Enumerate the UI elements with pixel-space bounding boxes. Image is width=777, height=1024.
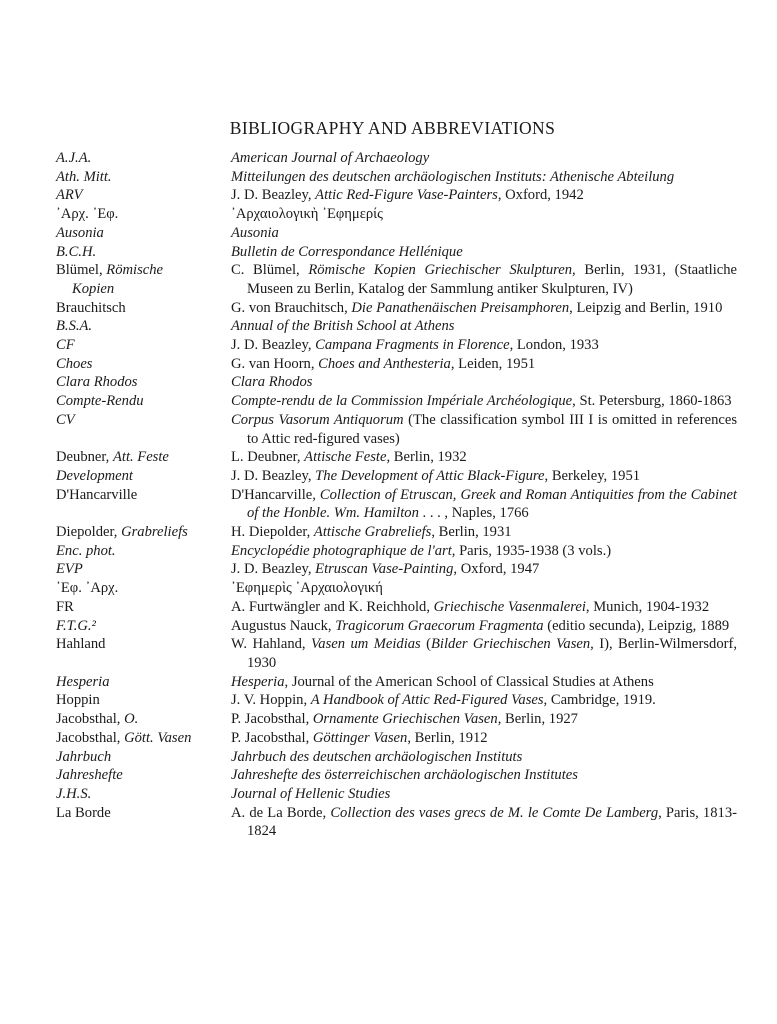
text-segment: Jahreshefte des österreichischen archäologischen Institutes <box>231 767 578 784</box>
reference <box>231 804 737 841</box>
text-segment: , Leipzig and Berlin, 1910 <box>569 299 723 316</box>
bibliography-entry <box>56 523 737 542</box>
reference <box>231 224 737 243</box>
abbreviation <box>56 317 231 336</box>
text-segment: Gött. Vasen <box>124 729 192 746</box>
text-segment: La Borde <box>56 804 111 821</box>
text-segment: , Berlin, 1932 <box>386 449 467 466</box>
reference <box>231 411 737 448</box>
text-segment: Jacobsthal, <box>56 711 125 728</box>
abbreviation <box>56 486 231 523</box>
abbreviation <box>56 579 231 598</box>
text-segment: O. <box>124 711 139 728</box>
abbreviation-continuation <box>56 280 231 299</box>
text-segment: Journal of Hellenic Studies <box>231 785 391 802</box>
text-segment: Deubner, <box>56 449 113 466</box>
text-segment: Choes <box>56 355 93 372</box>
abbreviation <box>56 186 231 205</box>
text-segment: Attische Grabreliefs <box>313 524 432 541</box>
text-segment: Jahreshefte <box>56 767 123 784</box>
text-segment: G. van Hoorn, <box>231 355 319 372</box>
text-segment: I), Berlin-Wilmersdorf, 1930 <box>247 636 737 671</box>
text-segment: Clara Rhodos <box>56 374 138 391</box>
reference <box>231 766 737 785</box>
abbreviation <box>56 598 231 617</box>
text-segment: D'Hancarville, <box>231 486 320 503</box>
bibliography-entry <box>56 317 737 336</box>
text-segment: J. V. Hoppin, <box>231 692 311 709</box>
abbreviation <box>56 467 231 486</box>
text-segment: Ausonia <box>231 224 279 241</box>
text-segment: Die Panathenäischen Preisamphoren <box>351 299 570 316</box>
bibliography-entry <box>56 299 737 318</box>
text-segment: ARV <box>56 187 83 204</box>
reference <box>231 467 737 486</box>
text-segment: Attische Feste <box>304 449 387 466</box>
reference <box>231 149 737 168</box>
bibliography-entry <box>56 486 737 523</box>
reference <box>231 299 737 318</box>
text-segment: Blümel, <box>56 262 107 279</box>
text-segment: Göttinger Vasen <box>312 729 408 746</box>
text-segment: ᾿Εφημερὶς ᾿Αρχαιολογική <box>231 580 383 597</box>
text-segment: A. Furtwängler and K. Reichhold, <box>231 598 434 615</box>
abbreviation <box>56 673 231 692</box>
bibliography-entry <box>56 617 737 636</box>
text-segment: Augustus Nauck, <box>231 617 336 634</box>
abbreviation <box>56 523 231 542</box>
text-segment: Jacobsthal, <box>56 729 125 746</box>
page-title: BIBLIOGRAPHY AND ABBREVIATIONS <box>229 118 556 138</box>
bibliography-entry <box>56 729 737 748</box>
abbreviation <box>56 205 231 224</box>
bibliography-entry <box>56 261 737 298</box>
text-segment: Enc. phot. <box>56 542 116 559</box>
text-segment: Attic Red-Figure Vase-Painters <box>315 187 498 204</box>
abbreviation <box>56 411 231 448</box>
reference <box>231 542 737 561</box>
text-segment: , Munich, 1904-1932 <box>585 598 710 615</box>
bibliography-entry <box>56 186 737 205</box>
bibliography-entry <box>56 243 737 262</box>
text-segment: A.J.A. <box>56 150 92 166</box>
bibliography-entry <box>56 560 737 579</box>
text-segment: B.S.A. <box>56 318 93 335</box>
text-segment: Encyclopédie photographique de l'art <box>231 542 452 559</box>
text-segment: Compte-rendu de la Commission Impériale Archéologique <box>231 393 573 410</box>
text-segment: , St. Petersburg, 1860-1863 <box>572 393 732 410</box>
text-segment: ( <box>420 636 432 653</box>
text-segment: B.C.H. <box>56 243 97 260</box>
reference <box>231 392 737 411</box>
text-segment: Hahland <box>56 636 106 653</box>
reference <box>231 635 737 672</box>
reference <box>231 785 737 804</box>
text-segment: ᾿Αρχαιολογικὴ ᾿Εφημερίς <box>231 206 383 223</box>
abbreviation <box>56 635 231 672</box>
abbreviation <box>56 261 231 298</box>
text-segment: , Leiden, 1951 <box>450 355 536 372</box>
text-segment: , Berlin, 1931, (Staatliche Museen zu Berlin, Katalog der Sammlung antiker Skulpturen, IV) <box>247 262 738 297</box>
text-segment: . . . , Naples, 1766 <box>418 505 529 522</box>
text-segment: L. Deubner, <box>231 449 305 466</box>
text-segment: A. de La Borde, <box>231 804 331 821</box>
text-segment: J. D. Beazley, <box>231 187 316 204</box>
bibliography-entry <box>56 336 737 355</box>
bibliography-entry <box>56 168 737 187</box>
text-segment: P. Jacobsthal, <box>231 711 313 728</box>
abbreviation <box>56 299 231 318</box>
text-segment: Hesperia <box>56 673 110 690</box>
bibliography-entry <box>56 785 737 804</box>
text-segment: Jahrbuch des deutschen archäologischen Instituts <box>231 748 523 765</box>
reference <box>231 729 737 748</box>
reference <box>231 598 737 617</box>
abbreviation <box>56 355 231 374</box>
bibliography-list <box>56 149 737 841</box>
bibliography-entry <box>56 392 737 411</box>
text-segment: The Development of Attic Black-Figure <box>315 467 545 484</box>
text-segment: Hesperia <box>231 673 285 690</box>
text-segment: G. von Brauchitsch, <box>231 299 352 316</box>
text-segment: , Paris, 1813-1824 <box>247 804 737 840</box>
reference <box>231 523 737 542</box>
text-segment: Diepolder, <box>56 524 122 541</box>
reference <box>231 748 737 767</box>
abbreviation <box>56 710 231 729</box>
bibliography-entry <box>56 448 737 467</box>
bibliography-entry <box>56 691 737 710</box>
abbreviation <box>56 785 231 804</box>
text-segment: D'Hancarville <box>56 486 138 503</box>
text-segment: (The classification symbol III I is omitted in references to Attic red-figured vases) <box>247 411 737 447</box>
bibliography-entry <box>56 542 737 561</box>
reference <box>231 168 737 187</box>
reference <box>231 261 737 298</box>
text-segment: , Cambridge, 1919. <box>543 692 656 709</box>
text-segment: Clara Rhodos <box>231 374 313 391</box>
text-segment: (editio secunda), Leipzig, 1889 <box>543 617 730 634</box>
bibliography-entry <box>56 673 737 692</box>
reference <box>231 355 737 374</box>
text-segment: F.T.G.² <box>56 617 96 634</box>
text-segment: CF <box>56 337 75 354</box>
abbreviation <box>56 336 231 355</box>
reference <box>231 373 737 392</box>
reference <box>231 317 737 336</box>
reference <box>231 560 737 579</box>
bibliography-entry <box>56 224 737 243</box>
text-segment: EVP <box>56 561 83 578</box>
text-segment: Development <box>56 467 133 484</box>
text-segment: Jahrbuch <box>56 748 112 765</box>
text-segment: Tragicorum Graecorum Fragmenta <box>335 617 544 634</box>
text-segment: , Berlin, 1931 <box>431 524 512 541</box>
reference <box>231 243 737 262</box>
text-segment: J. D. Beazley, <box>231 467 316 484</box>
bibliography-entry <box>56 748 737 767</box>
bibliography-entry <box>56 205 737 224</box>
text-segment: Bulletin de Correspondance Hellénique <box>231 243 463 260</box>
abbreviation <box>56 149 231 168</box>
text-segment: Etruscan Vase-Painting <box>315 561 454 578</box>
bibliography-entry <box>56 598 737 617</box>
text-segment: ᾿Αρχ. ᾿Εφ. <box>56 206 119 223</box>
abbreviation <box>56 373 231 392</box>
text-segment: Vasen um Meidias <box>311 636 421 653</box>
abbreviation <box>56 560 231 579</box>
bibliography-entry <box>56 579 737 598</box>
bibliography-entry <box>56 355 737 374</box>
text-segment: Corpus Vasorum Antiquorum <box>231 411 404 428</box>
reference <box>231 205 737 224</box>
abbreviation <box>56 542 231 561</box>
text-segment: J. D. Beazley, <box>231 337 316 354</box>
text-segment: Römische Kopien Griechischer Skulpturen <box>308 262 573 279</box>
text-segment: Hoppin <box>56 692 100 709</box>
bibliography-entry <box>56 149 737 168</box>
text-segment: W. Hahland, <box>231 636 311 653</box>
abbreviation <box>56 804 231 841</box>
text-segment: Annual of the British School at Athens <box>231 318 455 335</box>
text-segment: H. Diepolder, <box>231 524 314 541</box>
abbreviation <box>56 617 231 636</box>
abbreviation <box>56 729 231 748</box>
reference <box>231 486 737 523</box>
text-segment: , Berkeley, 1951 <box>544 467 641 484</box>
reference <box>231 336 737 355</box>
text-segment: Att. Feste <box>112 449 169 466</box>
text-segment: Mitteilungen des deutschen archäologischen Instituts: Athenische Abteilung <box>231 168 675 185</box>
abbreviation <box>56 168 231 187</box>
text-segment: Campana Fragments in Florence <box>315 337 510 354</box>
bibliography-entry <box>56 411 737 448</box>
text-segment: , Oxford, 1942 <box>497 187 584 204</box>
abbreviation <box>56 392 231 411</box>
text-segment: Ath. Mitt. <box>56 168 112 185</box>
text-segment: , Journal of the American School of Classical Studies at Athens <box>284 673 654 690</box>
text-segment: , Paris, 1935-1938 (3 vols.) <box>451 542 612 559</box>
bibliography-entry <box>56 710 737 729</box>
bibliography-entry <box>56 804 737 841</box>
reference <box>231 448 737 467</box>
text-segment: Ornamente Griechischen Vasen <box>312 711 498 728</box>
reference <box>231 579 737 598</box>
text-segment: Bilder Griechischen Vasen, <box>431 636 594 653</box>
abbreviation <box>56 224 231 243</box>
reference <box>231 617 737 636</box>
abbreviation <box>56 748 231 767</box>
text-segment: ᾿Εφ. ᾿Αρχ. <box>56 580 119 597</box>
text-segment: P. Jacobsthal, <box>231 729 313 746</box>
text-segment: Choes and Anthesteria <box>318 355 451 372</box>
text-segment: , London, 1933 <box>509 337 599 354</box>
reference <box>231 710 737 729</box>
reference <box>231 673 737 692</box>
bibliography-entry <box>56 766 737 785</box>
text-segment: , Berlin, 1912 <box>407 729 488 746</box>
text-segment: Kopien <box>72 280 115 297</box>
text-segment: , Oxford, 1947 <box>453 561 540 578</box>
reference <box>231 691 737 710</box>
text-segment: Brauchitsch <box>56 299 126 316</box>
text-segment: Compte-Rendu <box>56 393 144 410</box>
text-segment: Griechische Vasenmalerei <box>433 598 586 615</box>
abbreviation <box>56 691 231 710</box>
reference <box>231 186 737 205</box>
bibliography-entry <box>56 467 737 486</box>
text-segment: J.H.S. <box>56 785 92 802</box>
text-segment: Römische <box>106 262 164 279</box>
text-segment: A Handbook of Attic Red-Figured Vases <box>310 692 544 709</box>
bibliography-entry <box>56 373 737 392</box>
text-segment: Collection des vases grecs de M. le Comte De Lamberg <box>330 804 659 821</box>
text-segment: J. D. Beazley, <box>231 561 316 578</box>
abbreviation <box>56 243 231 262</box>
bibliography-entry <box>56 635 737 672</box>
text-segment: , Berlin, 1927 <box>497 711 578 728</box>
text-segment: C. Blümel, <box>231 262 309 279</box>
text-segment: American Journal of Archaeology <box>231 150 430 166</box>
abbreviation <box>56 766 231 785</box>
text-segment: FR <box>56 598 74 615</box>
text-segment: Collection of Etruscan, Greek and Roman Antiquities from the Cabinet of the Honble. Wm. Hamilton <box>247 486 737 522</box>
text-segment: Ausonia <box>56 224 104 241</box>
text-segment: CV <box>56 411 75 428</box>
abbreviation <box>56 448 231 467</box>
text-segment: Grabreliefs <box>121 524 188 541</box>
